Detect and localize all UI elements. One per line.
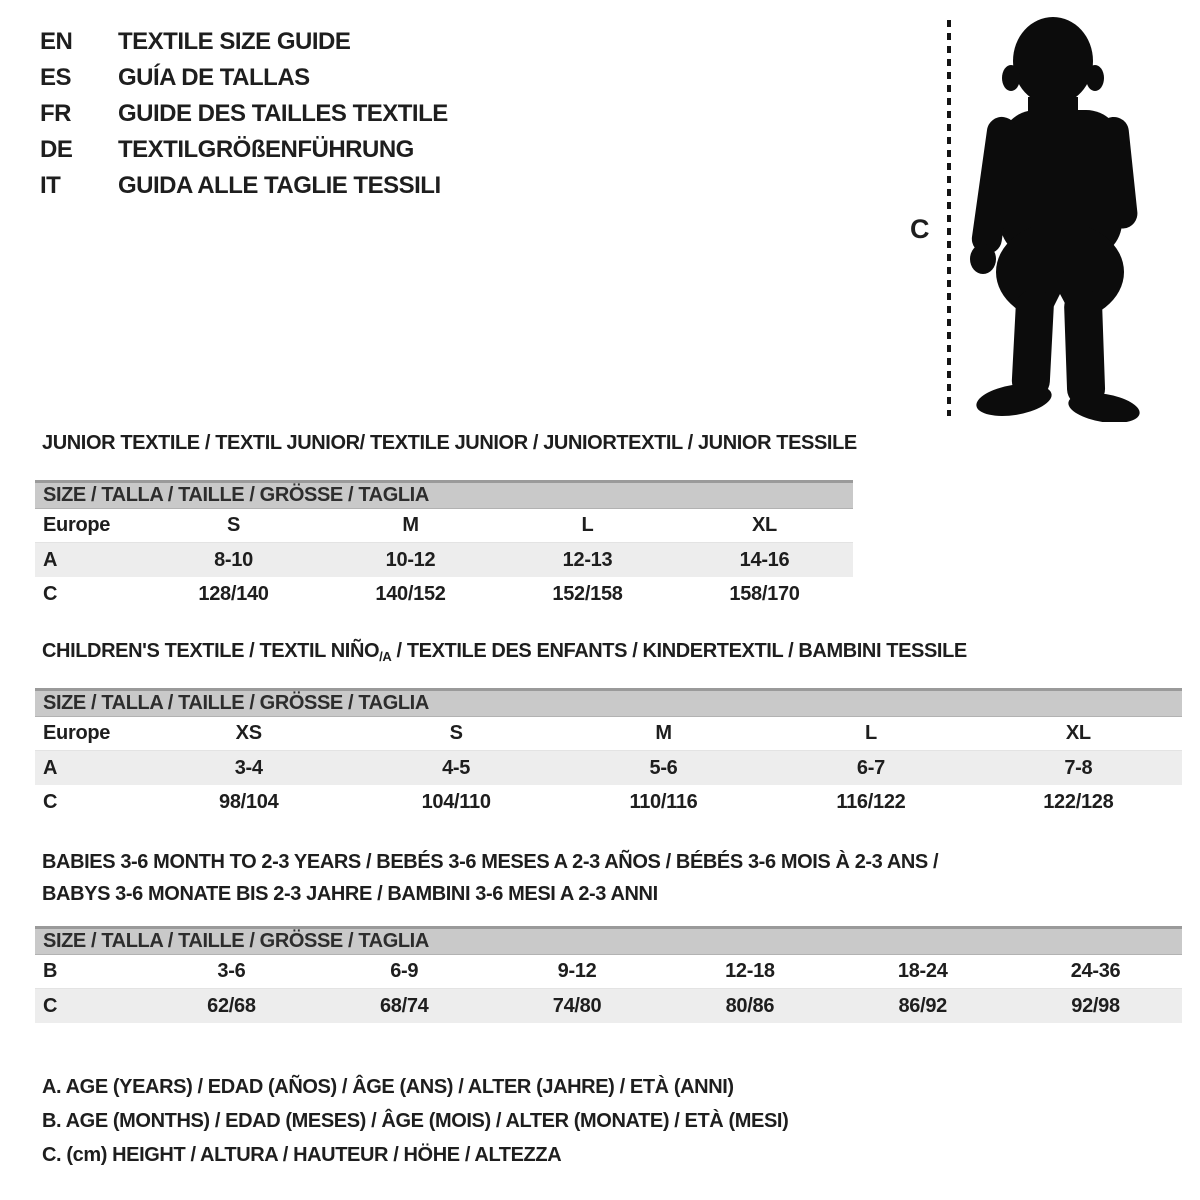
size-header-bar: SIZE / TALLA / TAILLE / GRÖSSE / TAGLIA [35,926,1182,955]
language-row-fr [40,96,448,132]
height-cell: 80/86 [725,994,775,1017]
children-section-title [42,640,967,664]
size-cell: S [226,514,241,536]
size-cell: XL [752,514,777,536]
height-cell: 158/170 [729,582,800,605]
table-row-height [35,577,853,611]
age-cell: 5-6 [649,756,678,779]
language-row-it [40,168,448,204]
row-label: A [43,756,58,779]
height-cell: 140/152 [375,582,446,605]
age-cell: 12-13 [562,548,613,571]
language-row-es [40,60,448,96]
size-header-bar: SIZE / TALLA / TAILLE / GRÖSSE / TAGLIA [35,688,1182,717]
guide-title-it: GUIDA ALLE TAGLIE TESSILI [118,172,441,199]
height-cell: 110/116 [629,790,698,813]
months-cell: 18-24 [897,960,948,982]
size-cell: M [655,722,672,744]
children-title-sub: /A [379,649,392,664]
guide-title-en: TEXTILE SIZE GUIDE [118,28,351,55]
age-cell: 14-16 [739,548,790,571]
table-row-months [35,955,1182,989]
size-cell: L [864,722,877,744]
size-cell: M [402,514,419,536]
babies-size-table [35,926,1182,1023]
toddler-silhouette [958,12,1158,422]
guide-title-de: TEXTILGRÖßENFÜHRUNG [118,136,414,163]
height-cell: 74/80 [552,994,602,1017]
row-label: A [43,548,58,571]
age-cell: 6-7 [856,756,885,779]
height-cell: 68/74 [379,994,429,1017]
row-label: B [43,960,58,982]
size-cell: L [581,514,594,536]
language-code: IT [40,172,61,199]
row-label: C [43,994,58,1017]
language-row-en [40,24,448,60]
footnote-height-cm: C. (cm) HEIGHT / ALTURA / HAUTEUR / HÖHE / ALTEZZA [42,1143,562,1166]
height-cell: 104/110 [421,790,491,813]
footnote-legend [42,1070,788,1172]
table-row-age [35,543,853,577]
months-cell: 3-6 [217,960,246,982]
height-cell: 152/158 [552,582,623,605]
size-cell: XS [235,722,262,744]
height-cell: 62/68 [207,994,256,1017]
junior-section-title: JUNIOR TEXTILE / TEXTIL JUNIOR/ TEXTILE JUNIOR / JUNIORTEXTIL / JUNIOR TESSILE [42,432,857,454]
children-size-table [35,688,1182,819]
table-row-height [35,989,1182,1023]
age-cell: 3-4 [234,756,263,779]
children-title-post: / TEXTILE DES ENFANTS / KINDERTEXTIL / BAMBINI TESSILE [391,640,967,662]
table-row-height [35,785,1182,819]
babies-section-title [42,846,938,910]
months-cell: 12-18 [725,960,775,982]
table-row-europe [35,509,853,543]
height-cell: 122/128 [1043,790,1114,813]
language-code: DE [40,136,73,163]
size-header-bar: SIZE / TALLA / TAILLE / GRÖSSE / TAGLIA [35,480,853,509]
babies-title-line2: BABYS 3-6 MONATE BIS 2-3 JAHRE / BAMBINI 3-6 MESI A 2-3 ANNI [42,883,658,905]
footnote-age-months: B. AGE (MONTHS) / EDAD (MESES) / ÂGE (MOIS) / ALTER (MONATE) / ETÀ (MESI) [42,1109,789,1132]
height-cell: 86/92 [898,994,947,1017]
junior-size-table [35,480,853,611]
height-cell: 98/104 [219,790,279,813]
language-title-list [40,24,448,204]
height-dashed-line [947,20,951,416]
row-label: Europe [43,514,111,536]
language-code: EN [40,28,73,55]
height-measure-label: C [910,214,930,244]
guide-title-fr: GUIDE DES TAILLES TEXTILE [118,100,448,127]
age-cell: 4-5 [442,756,471,779]
babies-title-line1: BABIES 3-6 MONTH TO 2-3 YEARS / BEBÉS 3-6 MESES A 2-3 AÑOS / BÉBÉS 3-6 MOIS À 2-3 ANS / [42,851,939,873]
row-label: Europe [43,722,111,744]
height-cell: 128/140 [198,582,269,605]
months-cell: 6-9 [390,960,419,982]
language-code: FR [40,100,71,127]
language-code: ES [40,64,72,91]
row-label: C [43,582,58,605]
age-cell: 10-12 [385,548,436,571]
size-cell: XL [1065,722,1091,744]
table-row-age [35,751,1182,785]
table-row-europe [35,717,1182,751]
months-cell: 24-36 [1070,960,1121,982]
height-cell: 92/98 [1071,994,1120,1017]
age-cell: 7-8 [1064,756,1093,779]
months-cell: 9-12 [557,960,597,982]
language-row-de [40,132,448,168]
row-label: C [43,790,58,813]
footnote-age-years: A. AGE (YEARS) / EDAD (AÑOS) / ÂGE (ANS) / ALTER (JAHRE) / ETÀ (ANNI) [42,1075,734,1098]
height-cell: 116/122 [836,790,906,813]
children-title-pre: CHILDREN'S TEXTILE / TEXTIL NIÑO [42,640,380,662]
size-cell: S [449,722,463,744]
guide-title-es: GUÍA DE TALLAS [118,64,310,91]
age-cell: 8-10 [214,548,253,571]
toddler-silhouette-shapes [970,17,1142,422]
